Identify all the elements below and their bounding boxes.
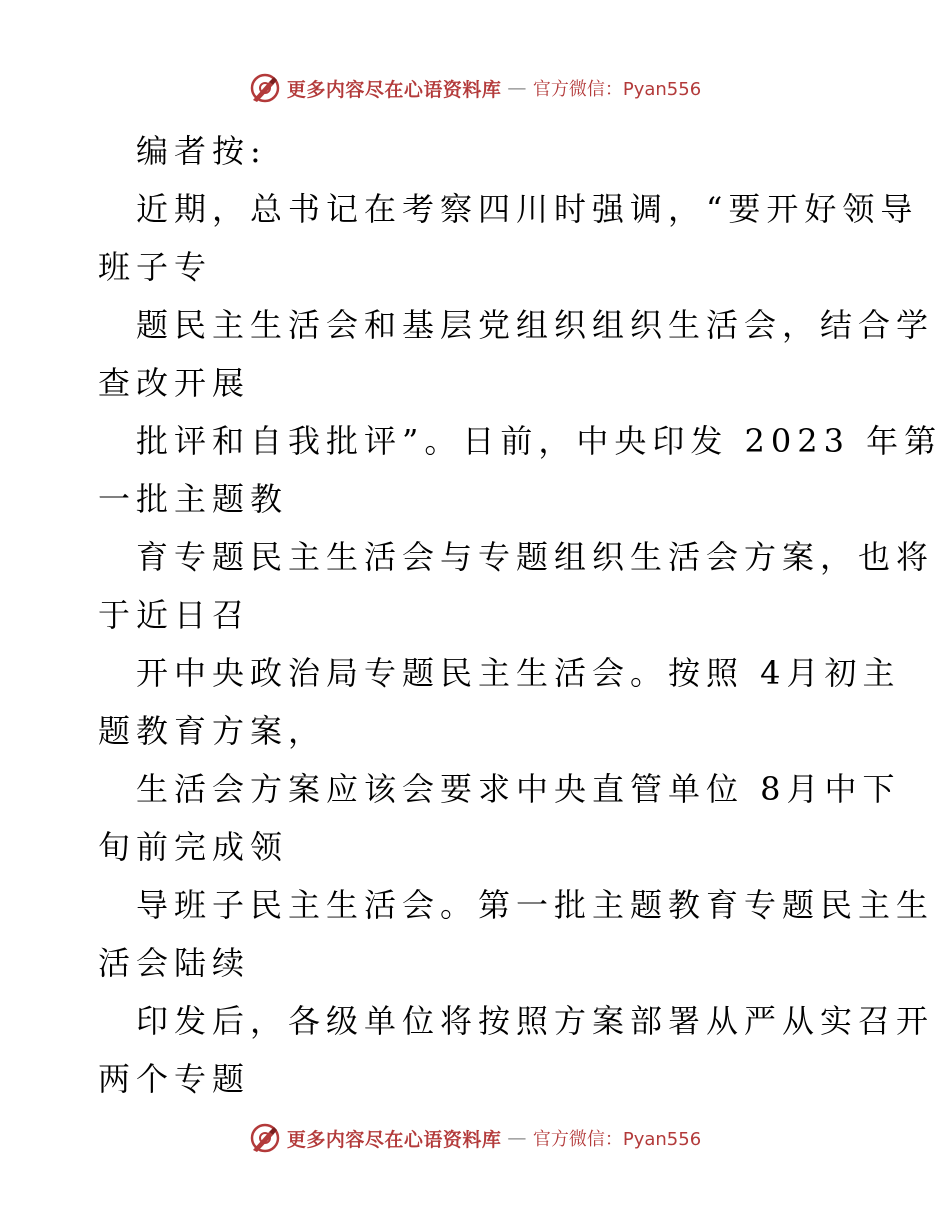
- text-line: 题民主生活会和基层党组织组织生活会，结合学: [136, 306, 935, 344]
- text-line: 一批主题教: [98, 480, 289, 518]
- document-body: [98, 122, 943, 1108]
- text-line: 近期，总书记在考察四川时强调，“要开好领导: [136, 190, 919, 228]
- text-line: 印发后，各级单位将按照方案部署从严从实召开: [136, 1002, 935, 1040]
- watermark-dash: —: [507, 77, 527, 99]
- text-line: 两个专题: [98, 1060, 251, 1098]
- watermark-wechat-text: 官方微信：Pyan556: [532, 1129, 702, 1150]
- watermark-dash: —: [507, 1127, 527, 1149]
- pen-circle-logo-icon: [249, 1122, 281, 1154]
- footer-watermark: [0, 1118, 950, 1158]
- text-line: 批评和自我批评”。日前，中央印发 2023 年第: [136, 422, 943, 460]
- text-line: 班子专: [98, 248, 213, 286]
- text-line: 导班子民主生活会。第一批主题教育专题民主生: [136, 886, 935, 924]
- watermark-group: [249, 1122, 701, 1154]
- watermark-main-text: 更多内容尽在心语资料库: [286, 78, 502, 101]
- text-line: 编者按:: [136, 132, 267, 170]
- watermark-group: [249, 72, 701, 104]
- header-watermark: [0, 68, 950, 108]
- text-line: 生活会方案应该会要求中央直管单位 8月中下: [136, 770, 901, 808]
- text-line: 开中央政治局专题民主生活会。按照 4月初主: [136, 654, 901, 692]
- text-line: 题教育方案，: [98, 712, 327, 750]
- text-line: 育专题民主生活会与专题组织生活会方案，也将: [136, 538, 935, 576]
- text-line: 于近日召: [98, 596, 251, 634]
- watermark-main-text: 更多内容尽在心语资料库: [286, 1128, 502, 1151]
- text-line: 查改开展: [98, 364, 251, 402]
- pen-circle-logo-icon: [249, 72, 281, 104]
- watermark-wechat-text: 官方微信：Pyan556: [532, 79, 702, 100]
- text-line: 旬前完成领: [98, 828, 289, 866]
- text-line: 活会陆续: [98, 944, 251, 982]
